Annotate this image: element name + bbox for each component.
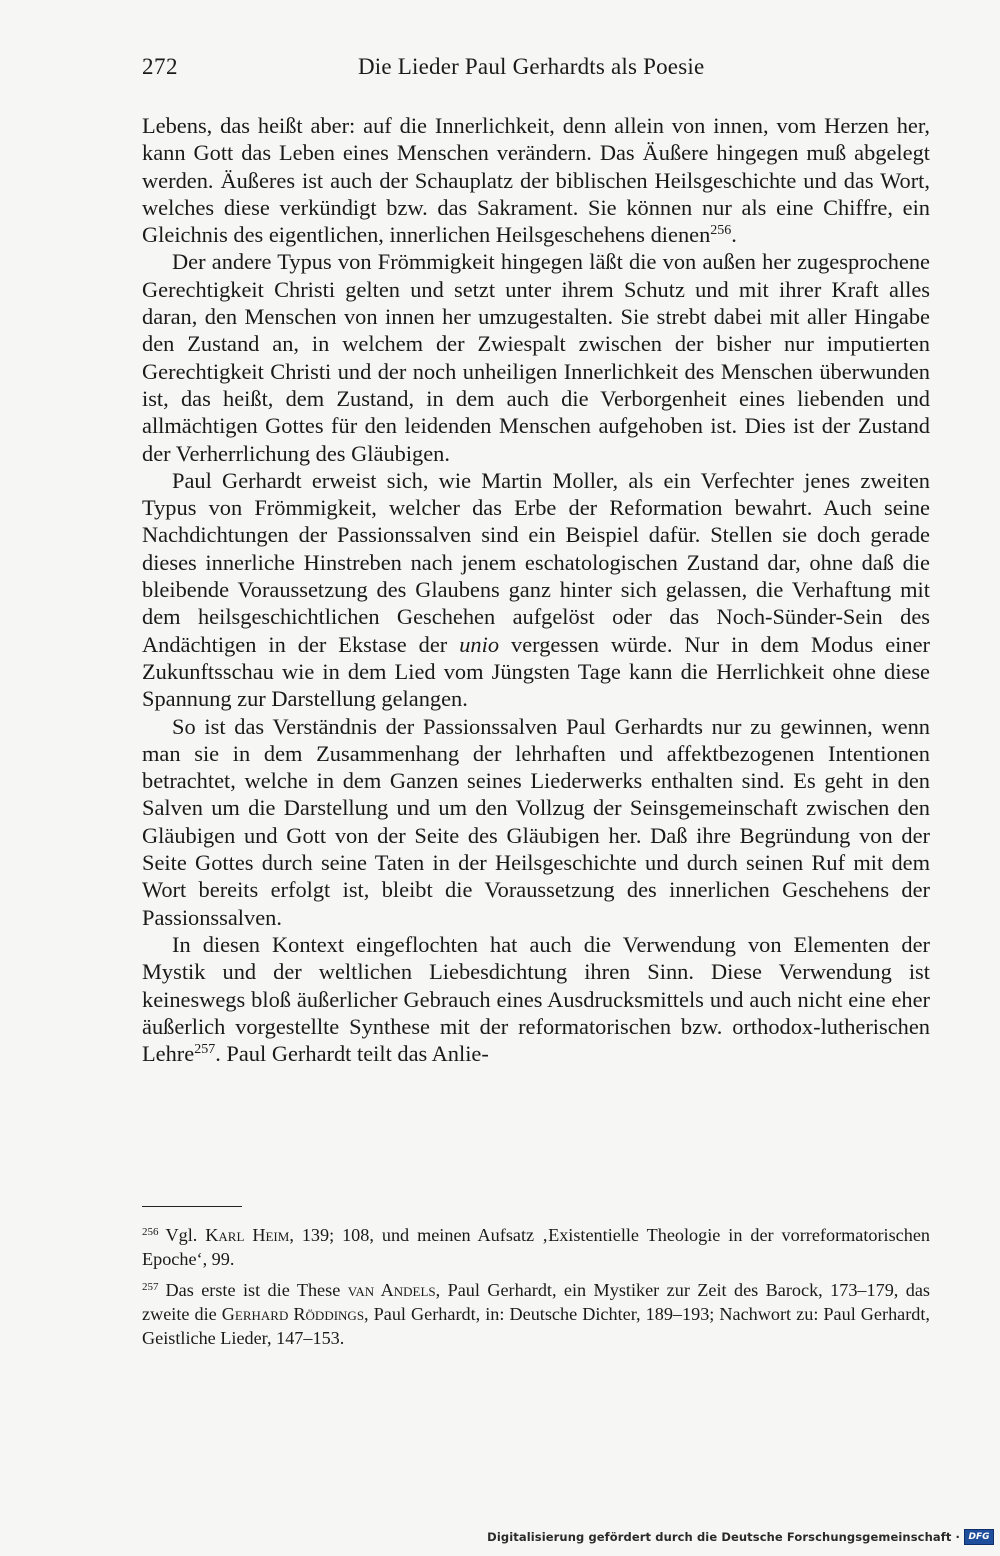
footnote-reference[interactable]: 257	[194, 1042, 216, 1058]
paragraph-text-tail: . Paul Gerhardt teilt das Anlie-	[215, 1041, 489, 1067]
paragraph-text: Lebens, das heißt aber: auf die Innerlichkeit, denn allein von innen, vom Herzen her, kann Gott das Leben eines Menschen verändern. Das Äußere hingegen muß abgelegt werden. Äußeres ist auch der Schauplatz der biblischen Heilsgeschichte und das Wort, welches diese verkündigt bzw. das Sakrament. Sie können nur als eine Chiffre, ein Gleichnis des eigentlichen, innerlichen Heilsgeschehens dienen	[142, 113, 930, 248]
paragraph-text-tail: vergessen würde. Nur in dem Modus einer Zukunftsschau wie in dem Lied vom Jüngsten Tage kann die Herrlichkeit ohne diese Spannung zur Darstellung gelangen.	[142, 631, 930, 712]
paragraph	[142, 248, 930, 466]
footnote	[142, 1275, 930, 1350]
author-name: Karl Heim	[205, 1225, 290, 1245]
italic-term: unio	[459, 631, 500, 657]
footnote-reference[interactable]: 256	[710, 223, 732, 239]
footnote-text: , Paul Gerhardt, in: Deutsche Dichter, 189–193; Nachwort zu: Paul Gerhardt, Geistliche Lieder, 147–153.	[142, 1304, 930, 1348]
footnote-number: 256	[142, 1226, 159, 1238]
paragraph	[142, 931, 930, 1067]
author-name: van Andels	[347, 1280, 436, 1300]
paragraph	[142, 713, 930, 931]
page-number: 272	[142, 54, 178, 79]
author-name: Gerhard Röddings	[221, 1304, 365, 1324]
footnote-divider	[142, 1206, 242, 1207]
footnotes	[142, 1220, 930, 1354]
footnote-number: 257	[142, 1281, 159, 1293]
paragraph	[142, 112, 930, 248]
paragraph-text: Der andere Typus von Frömmigkeit hingegen läßt die von außen her zugesprochene Gerechtigkeit Christi gelten und setzt unter ihrem Schutz und mit ihrer Kraft alles daran, den Menschen von innen her umzugestalten. Sie strebt dabei mit aller Hingabe den Zustand an, in welchem der Zwiespalt zwischen der bisher nur imputierten Gerechtigkeit Christi und der noch unheiligen Innerlichkeit des Menschen überwunden ist, das heißt, dem Zustand, in dem auch die Verborgenheit eines liebenden und allmächtigen Gottes für den leidenden Menschen aufgehoben ist. Dies ist der Zustand der Verherrlichung des Gläubigen.	[142, 249, 930, 466]
dfg-logo-icon[interactable]: DFG	[964, 1529, 994, 1545]
paragraph-text: So ist das Verständnis der Passionssalven Paul Gerhardts nur zu gewinnen, wenn man sie in dem Zusammenhang der lehrhaften und affektbezogenen Intentionen betrachtet, welche in dem Ganzen seines Liederwerks enthalten sind. Es geht in den Salven um die Darstellung und um den Vollzug der Seinsgemeinschaft zwischen den Gläubigen und Gott von der Seite des Gläubigen her. Daß ihre Begründung von der Seite Gottes durch seine Taten in der Heilsgeschichte und durch seinen Ruf mit dem Wort bereits erfolgt ist, bleibt die Voraussetzung des innerlichen Geschehens der Passionssalven.	[142, 713, 930, 930]
footnote-text: , 139; 108, und meinen Aufsatz ‚Existentielle Theologie in der vorreformatorischen Epoche‘, 99.	[142, 1225, 931, 1269]
main-text	[142, 112, 930, 1067]
credit-text: Digitalisierung gefördert durch die Deutsche Forschungsgemeinschaft ·	[487, 1530, 960, 1544]
paragraph	[142, 467, 930, 713]
paragraph-end: .	[731, 222, 737, 248]
paragraph-text: Paul Gerhardt erweist sich, wie Martin Moller, als ein Verfechter jenes zweiten Typus von Frömmigkeit, welcher das Erbe der Reformation bewahrt. Auch seine Nachdichtungen der Passionssalven sind ein Beispiel dafür. Stellen sie doch gerade dieses innerliche Hinstreben nach jenem eschatologischen Zustand dar, ohne daß die bleibende Voraussetzung des Glaubens ganz hinter sich gelassen, die Verhaftung mit dem heilsgeschichtlichen Geschehen aufgelöst oder das Noch-Sünder-Sein des Andächtigen in der Ekstase der	[142, 467, 930, 657]
footnote	[142, 1220, 930, 1271]
footnote-text: Vgl.	[165, 1225, 206, 1245]
page-header	[142, 54, 930, 88]
digitization-credit	[487, 1528, 994, 1546]
footnote-text: , Paul Gerhardt, ein Mystiker zur Zeit des Barock, 173–179, das zweite die	[142, 1280, 930, 1324]
running-title: Die Lieder Paul Gerhardts als Poesie	[358, 54, 705, 79]
paragraph-text: In diesen Kontext eingeflochten hat auch die Verwendung von Elementen der Mystik und der weltlichen Liebesdichtung ihren Sinn. Diese Verwendung ist keineswegs bloß äußerlicher Gebrauch eines Ausdrucksmittels und auch nicht eine eher äußerlich vorgestellte Synthese mit der reformatorischen bzw. orthodox-lutherischen Lehre	[142, 931, 930, 1067]
footnote-text: Das erste ist die These	[165, 1280, 348, 1300]
